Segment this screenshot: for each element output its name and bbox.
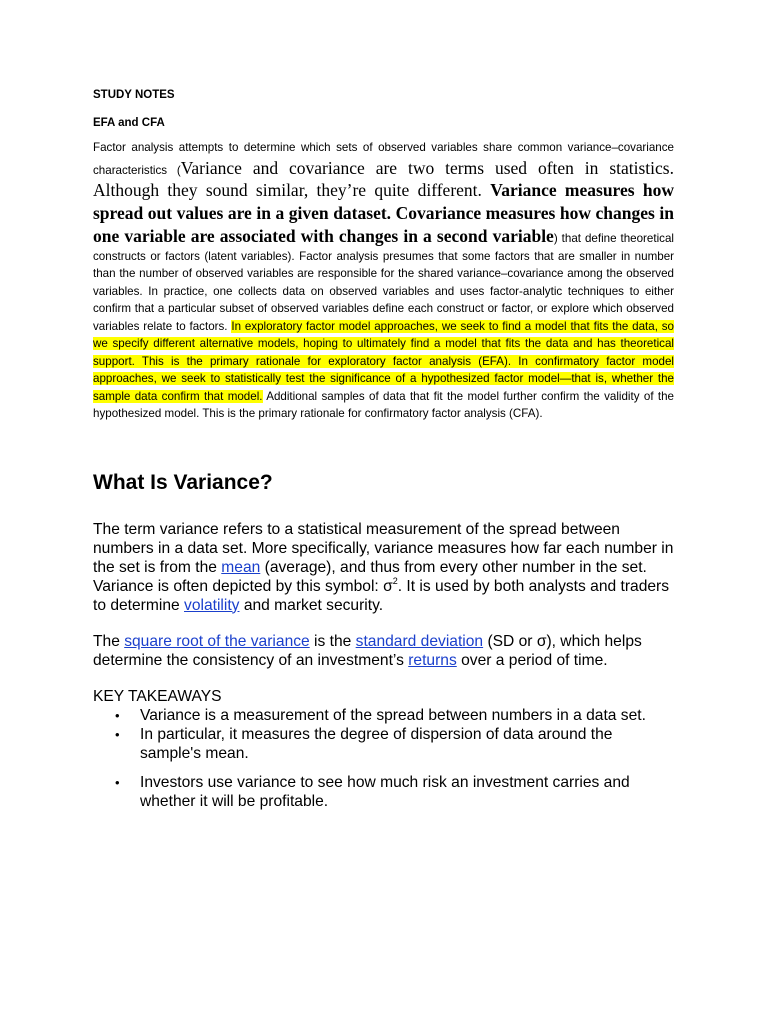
sd-p-text-3: (SD or σ), which helps determine the consistency of an investment’s: [93, 632, 642, 669]
list-item: [93, 773, 674, 811]
variance-heading: What Is Variance?: [93, 470, 273, 494]
key-takeaways-list: [93, 706, 674, 811]
factor-closing-text: Additional samples of data that fit the model further confirm the validity of the hypothesized model. This is the primary rationale for confirmatory factor analysis (CFA).: [93, 389, 675, 421]
document-content: [93, 88, 674, 811]
standard-deviation-paragraph: [93, 632, 674, 670]
returns-link[interactable]: returns: [408, 651, 457, 669]
mean-link[interactable]: mean: [221, 558, 261, 576]
list-item: [93, 706, 674, 725]
sd-p-text-1: The: [93, 632, 125, 650]
factor-analysis-paragraph: [93, 139, 674, 423]
sd-p-text-2: is the: [309, 632, 356, 650]
variance-definition-paragraph: [93, 520, 674, 615]
standard-deviation-link[interactable]: standard deviation: [355, 632, 484, 650]
sd-p-text-4: over a period of time.: [456, 651, 608, 669]
takeaway-text: Investors use variance to see how much risk an investment carries and whether it will be profitable.: [140, 773, 630, 810]
volatility-link[interactable]: volatility: [184, 596, 240, 614]
variance-p1-text-3: . It is used by both analysts and traders to determine: [93, 577, 670, 614]
aside-plain-text: Variance and covariance are two terms used often in statistics. Although they sound similar, they’re quite different.: [93, 157, 674, 201]
highlighted-efa-cfa-text: In exploratory factor model approaches, we seek to find a model that fits the data, so we specify different alternative models, hoping to ultimately find a model that fits the data and has theoretical support. This is the primary rationale for exploratory factor analysis (EFA). In confirmatory factor model approaches, we seek to statistically test the significance of a hypothesized factor model—that is, whether the sample data confirm that model.: [93, 319, 675, 403]
bullet-icon: •: [115, 774, 120, 790]
squared-superscript: 2: [392, 575, 398, 586]
aside-bold-text: Variance measures how spread out values are in a given dataset. Covariance measures how changes in one variable are associated with changes in a second variable: [93, 180, 674, 246]
variance-p1-text-2: (average), and thus from every other number in the set. Variance is often depicted by this symbol: σ: [93, 558, 647, 595]
efa-cfa-subtitle: EFA and CFA: [93, 117, 165, 129]
study-notes-title: STUDY NOTES: [93, 89, 175, 101]
takeaway-text: Variance is a measurement of the spread between numbers in a data set.: [140, 706, 646, 724]
bullet-icon: •: [115, 707, 120, 723]
variance-p1-text-4: and market security.: [239, 596, 384, 614]
factor-intro-text: Factor analysis attempts to determine which sets of observed variables share common variance–covariance characteristics (: [93, 141, 674, 177]
bullet-icon: •: [115, 726, 120, 742]
key-takeaways-title: KEY TAKEAWAYS: [93, 687, 222, 705]
variance-p1-text-1: The term variance refers to a statistical measurement of the spread between numbers in a data set. More specifically, variance measures how far each number in the set is from the: [93, 520, 674, 576]
factor-body-text: ) that define theoretical constructs or factors (latent variables). Factor analysis presumes that some factors that are smaller in number than the number of observed variables are responsible for the shared variance–covariance among the observed variables. In practice, one collects data on observed variables and uses factor-analytic techniques to either confirm that a particular subset of observed variables define each construct or factor, or explore which observed variables relate to factors.: [93, 231, 674, 333]
takeaway-text: In particular, it measures the degree of dispersion of data around the sample's mean.: [140, 725, 613, 762]
list-item: [93, 725, 674, 763]
square-root-of-variance-link[interactable]: square root of the variance: [124, 632, 310, 650]
